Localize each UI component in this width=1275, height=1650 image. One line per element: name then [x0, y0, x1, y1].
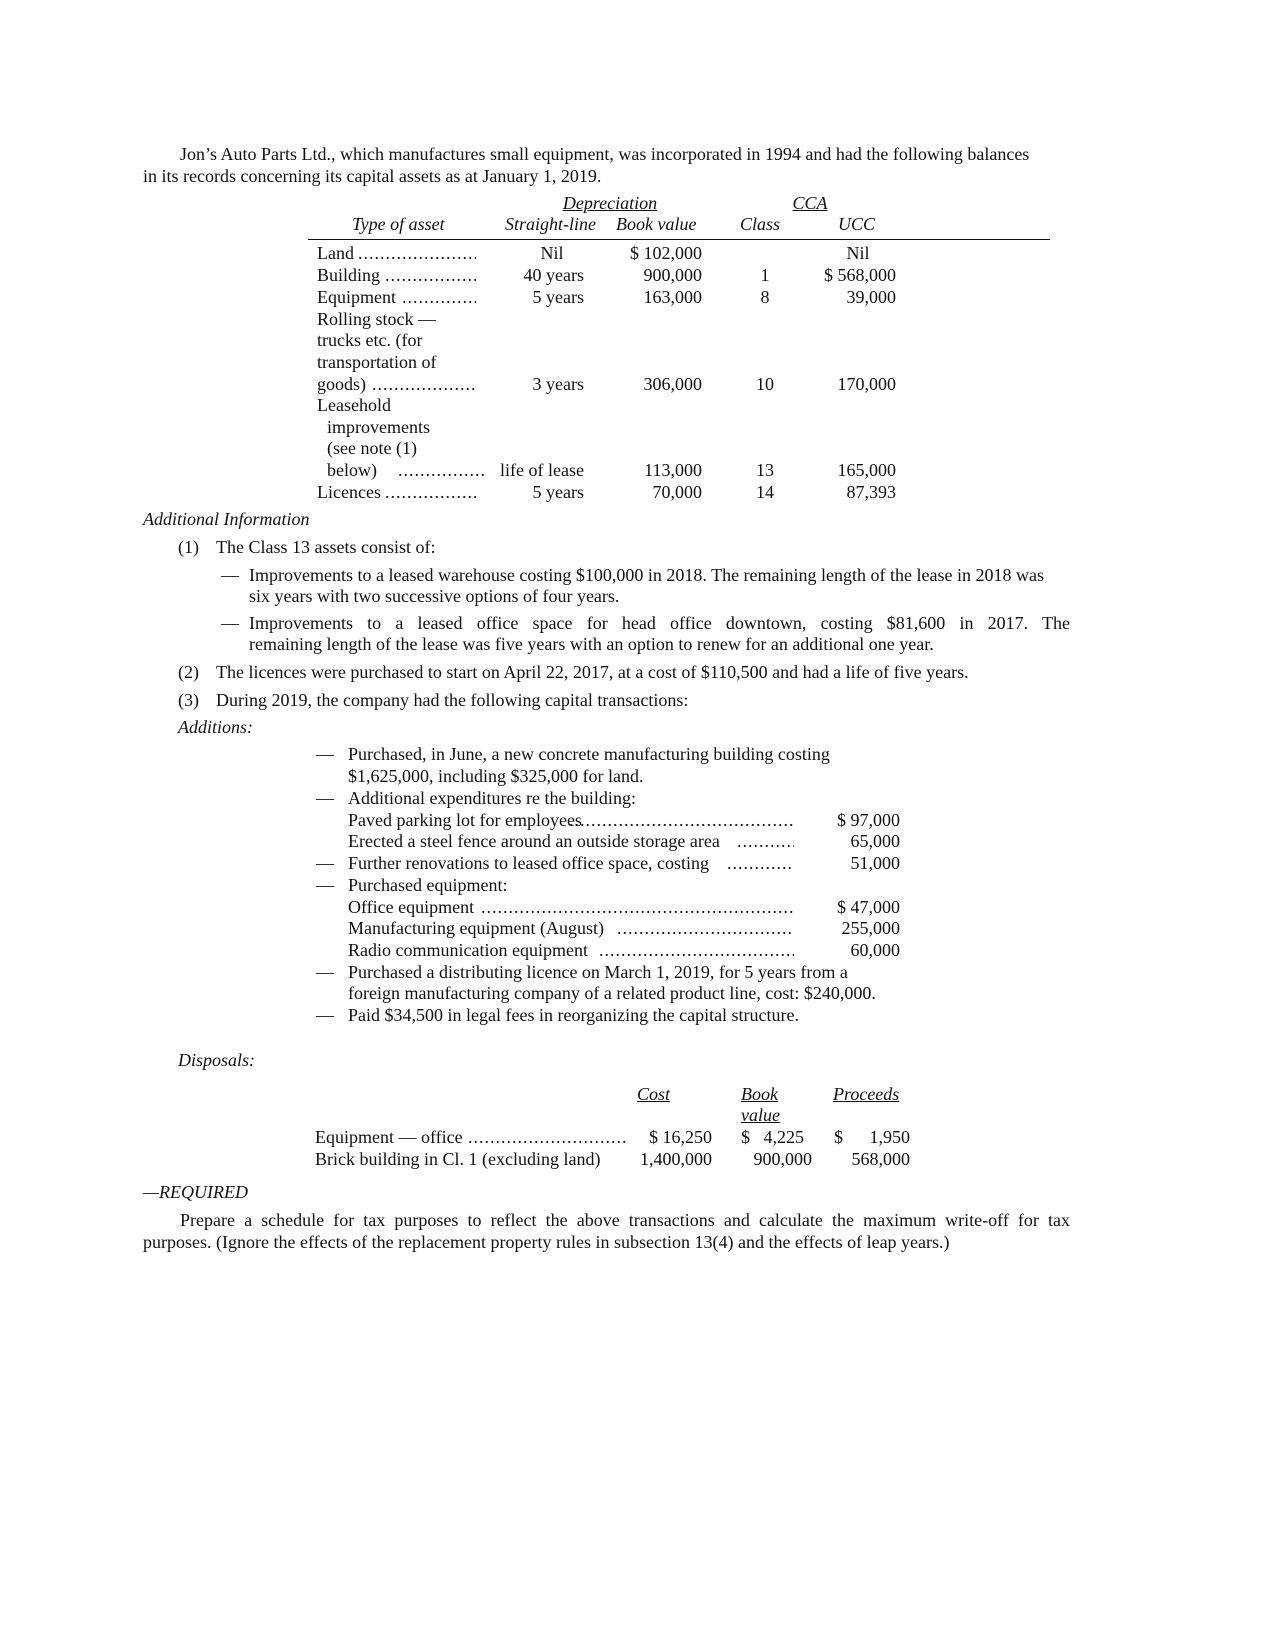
asset-name: Building	[317, 265, 381, 285]
radio-equipment-value: 60,000	[850, 940, 900, 960]
col-header-type: Type of asset	[352, 214, 445, 234]
disposal-name: Brick building in Cl. 1 (excluding land)	[315, 1149, 601, 1169]
leader-dots	[737, 831, 794, 852]
disposal-cost: $ 16,250	[649, 1127, 712, 1147]
asset-name-line: (see note (1)	[327, 438, 417, 458]
cca-group-header: CCA	[792, 193, 828, 213]
required-heading: —REQUIRED	[143, 1182, 248, 1202]
straight-line-value: Nil	[540, 243, 564, 263]
addition-item-line: Purchased equipment:	[348, 875, 508, 895]
cca-class: 14	[756, 482, 774, 502]
addition-item-line: Purchased, in June, a new concrete manufacturing building costing	[348, 744, 830, 764]
col-header-straight-line: Straight-line	[505, 214, 596, 234]
leader-dots	[385, 482, 476, 503]
asset-name-line: improvements	[327, 417, 430, 437]
book-value: $ 102,000	[630, 243, 702, 263]
straight-line-value: life of lease	[500, 460, 584, 480]
note-text: The licences were purchased to start on April 22, 2017, at a cost of $110,500 and had a life of five years.	[216, 662, 969, 682]
renovations-label: Further renovations to leased office space, costing	[348, 853, 710, 873]
disposal-cost: 1,400,000	[640, 1149, 712, 1169]
note-number: (1)	[178, 537, 199, 557]
bullet-dash: —	[316, 875, 334, 895]
leader-dots	[358, 243, 476, 264]
bullet-dash: —	[221, 613, 239, 633]
addition-item-line: Additional expenditures re the building:	[348, 788, 636, 808]
note-bullet-line: remaining length of the lease was five years with an option to renew for an additional one year.	[249, 634, 934, 654]
ucc-value: $ 568,000	[824, 265, 896, 285]
straight-line-value: 40 years	[523, 265, 584, 285]
note-number: (2)	[178, 662, 199, 682]
asset-name: Equipment	[317, 287, 396, 307]
note-bullet-line: Improvements to a leased warehouse costing $100,000 in 2018. The remaining length of the lease in 2018 was	[249, 565, 1044, 585]
book-value: 113,000	[644, 460, 702, 480]
bullet-dash: —	[316, 744, 334, 764]
col-header-book-value: Book value	[616, 214, 697, 234]
disposal-proceeds-symbol: $	[834, 1127, 843, 1147]
ucc-value: 170,000	[837, 374, 896, 394]
ucc-value: Nil	[846, 243, 870, 263]
parking-lot-label: Paved parking lot for employees	[348, 810, 582, 830]
bullet-dash: —	[316, 1005, 334, 1025]
required-line-1: Prepare a schedule for tax purposes to reflect the above transactions and calculate the maximum write-off for tax	[180, 1210, 1070, 1230]
cca-class: 1	[760, 265, 770, 285]
leader-dots	[385, 265, 476, 286]
note-number: (3)	[178, 690, 199, 710]
disposal-name: Equipment — office	[315, 1127, 463, 1147]
intro-line-2: in its records concerning its capital assets as at January 1, 2019.	[143, 166, 602, 186]
bullet-dash: —	[316, 788, 334, 808]
bullet-dash: —	[316, 853, 334, 873]
table-header-rule	[308, 239, 1050, 240]
addition-item-line: $1,625,000, including $325,000 for land.	[348, 766, 644, 786]
col-header-cost: Cost	[637, 1084, 671, 1104]
office-equipment-label: Office equipment	[348, 897, 475, 917]
fence-value: 65,000	[850, 831, 900, 851]
note-bullet-line: six years with two successive options of four years.	[249, 586, 620, 606]
asset-name-line: trucks etc. (for	[317, 330, 423, 350]
disposal-proceeds: 1,950	[869, 1127, 910, 1147]
straight-line-value: 5 years	[532, 287, 584, 307]
leader-dots	[599, 940, 794, 961]
addition-item-line: Paid $34,500 in legal fees in reorganizing the capital structure.	[348, 1005, 800, 1025]
disposal-book-value: 900,000	[753, 1149, 812, 1169]
asset-name-line: goods)	[317, 374, 366, 394]
leader-dots	[402, 287, 476, 308]
cca-class: 10	[756, 374, 774, 394]
asset-name-line: below)	[327, 460, 377, 480]
ucc-value: 87,393	[846, 482, 896, 502]
note-bullet-line: Improvements to a leased office space for head office downtown, costing $81,600 in 2017. The	[249, 613, 1070, 633]
required-line-2: purposes. (Ignore the effects of the replacement property rules in subsection 13(4) and the effects of leap years.)	[143, 1232, 950, 1252]
leader-dots	[372, 374, 476, 395]
manufacturing-equipment-label: Manufacturing equipment (August)	[348, 918, 604, 938]
parking-lot-value: $ 97,000	[837, 810, 900, 830]
leader-dots	[398, 460, 486, 481]
depreciation-group-header: Depreciation	[562, 193, 658, 213]
renovations-value: 51,000	[850, 853, 900, 873]
asset-name: Land	[317, 243, 354, 263]
note-text: The Class 13 assets consist of:	[216, 537, 436, 557]
bullet-dash: —	[221, 565, 239, 585]
asset-name-line: Rolling stock —	[317, 309, 437, 329]
additional-info-heading: Additional Information	[143, 509, 310, 529]
leader-dots	[617, 918, 794, 939]
book-value: 900,000	[643, 265, 702, 285]
intro-line-1: Jon’s Auto Parts Ltd., which manufactures small equipment, was incorporated in 1994 and had the following balances	[180, 144, 1030, 164]
note-text: During 2019, the company had the following capital transactions:	[216, 690, 689, 710]
cca-class: 13	[756, 460, 774, 480]
col-header-book: Book	[741, 1084, 778, 1104]
col-header-proceeds: Proceeds	[833, 1084, 900, 1104]
leader-dots	[481, 897, 794, 918]
straight-line-value: 5 years	[532, 482, 584, 502]
asset-name-line: transportation of	[317, 352, 437, 372]
manufacturing-equipment-value: 255,000	[841, 918, 900, 938]
straight-line-value: 3 years	[532, 374, 584, 394]
book-value: 163,000	[643, 287, 702, 307]
asset-name-line: Leasehold	[317, 395, 391, 415]
ucc-value: 39,000	[846, 287, 896, 307]
fence-label: Erected a steel fence around an outside storage area	[348, 831, 720, 851]
book-value: 306,000	[643, 374, 702, 394]
bullet-dash: —	[316, 962, 334, 982]
leader-dots	[468, 1127, 628, 1148]
leader-dots	[727, 853, 794, 874]
addition-item-line: Purchased a distributing licence on March 1, 2019, for 5 years from a	[348, 962, 848, 982]
leader-dots	[569, 810, 794, 831]
book-value: 70,000	[652, 482, 702, 502]
disposal-proceeds: 568,000	[851, 1149, 910, 1169]
ucc-value: 165,000	[837, 460, 896, 480]
radio-equipment-label: Radio communication equipment	[348, 940, 588, 960]
col-header-book-value: value	[741, 1105, 780, 1125]
cca-class: 8	[760, 287, 770, 307]
asset-name: Licences	[317, 482, 381, 502]
col-header-class: Class	[740, 214, 781, 234]
disposal-book-value: $ 4,225	[741, 1127, 804, 1147]
office-equipment-value: $ 47,000	[837, 897, 900, 917]
additions-label: Additions:	[178, 717, 253, 737]
col-header-ucc: UCC	[838, 214, 876, 234]
addition-item-line: foreign manufacturing company of a related product line, cost: $240,000.	[348, 983, 876, 1003]
disposals-label: Disposals:	[178, 1050, 256, 1070]
